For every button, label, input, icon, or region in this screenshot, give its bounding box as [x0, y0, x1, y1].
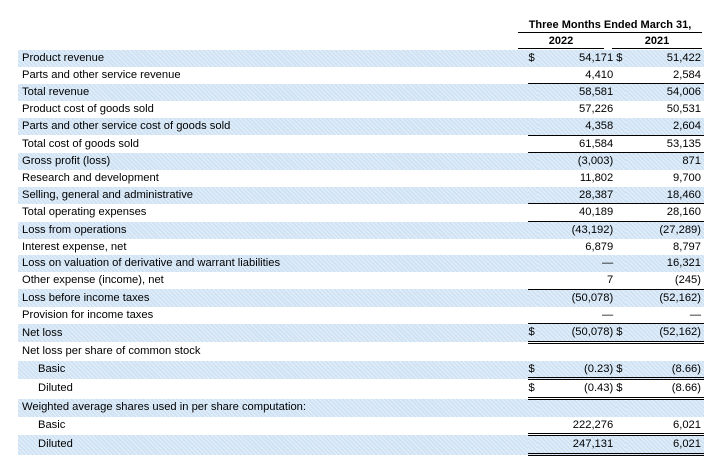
- row-label: Total revenue: [18, 84, 528, 101]
- currency-symbol: [616, 67, 626, 84]
- currency-symbol: $: [616, 361, 626, 379]
- row-label: Loss from operations: [18, 222, 528, 239]
- row-label: Net loss per share of common stock: [22, 345, 201, 358]
- period-header: Three Months Ended March 31,: [518, 19, 702, 33]
- value-2021: —: [626, 307, 704, 324]
- currency-symbol: [528, 101, 538, 118]
- table-row: [18, 67, 704, 84]
- value-2021: 18,460: [626, 187, 704, 204]
- value-2022: [538, 342, 616, 360]
- table-row: [18, 379, 704, 399]
- value-2021: 2,604: [626, 118, 704, 135]
- currency-symbol: [528, 342, 538, 360]
- value-2021: 6,021: [626, 417, 704, 435]
- table-row: [18, 153, 704, 170]
- currency-symbol: [528, 135, 538, 153]
- value-2021: 871: [626, 153, 704, 170]
- currency-symbol: $: [616, 379, 626, 399]
- value-2021: 51,422: [626, 50, 704, 67]
- currency-symbol: [528, 118, 538, 135]
- value-2021: (52,162): [626, 324, 704, 343]
- table-row: [18, 342, 704, 360]
- table-row: [18, 361, 704, 379]
- row-label: Provision for income taxes: [22, 308, 154, 321]
- currency-symbol: [616, 399, 626, 417]
- currency-symbol: [528, 84, 538, 101]
- value-2021: 28,160: [626, 204, 704, 222]
- row-label: Research and development: [22, 171, 159, 184]
- row-label: Product revenue: [18, 50, 528, 67]
- currency-symbol: [616, 307, 626, 324]
- value-2021: (27,289): [626, 222, 704, 239]
- row-label: Parts and other service cost of goods sold: [18, 118, 528, 135]
- table-row: [18, 222, 704, 239]
- value-2021: 9,700: [673, 171, 701, 184]
- table-row: [18, 118, 704, 135]
- value-2022: 28,387: [538, 187, 616, 204]
- value-2022: 222,276: [538, 417, 616, 435]
- value-2022: [538, 399, 616, 417]
- currency-symbol: [616, 342, 626, 360]
- value-2021: 53,135: [626, 135, 704, 153]
- row-label: Product cost of goods sold: [22, 103, 154, 116]
- currency-symbol: [616, 272, 626, 289]
- currency-symbol: [616, 204, 626, 222]
- value-2021: 50,531: [666, 103, 701, 116]
- currency-symbol: [616, 417, 626, 435]
- value-2021: (8.66): [626, 361, 704, 379]
- currency-symbol: [616, 101, 626, 118]
- value-2021: (245): [626, 272, 704, 289]
- currency-symbol: $: [528, 361, 538, 379]
- row-label: Net loss: [18, 324, 528, 343]
- value-2022: 11,802: [579, 171, 614, 184]
- value-2022: 7: [538, 272, 616, 289]
- currency-symbol: $: [616, 324, 626, 343]
- value-2022: 61,584: [538, 135, 616, 153]
- table-row: [18, 170, 704, 187]
- table-row: [18, 187, 704, 204]
- currency-symbol: $: [528, 379, 538, 399]
- currency-symbol: $: [528, 324, 538, 343]
- value-2021: (52,162): [626, 289, 704, 306]
- value-2022: (0.43): [538, 379, 616, 399]
- value-2022: (50,078): [538, 324, 616, 343]
- value-2021: 8,797: [673, 240, 701, 253]
- currency-symbol: [616, 170, 626, 187]
- currency-symbol: [528, 187, 538, 204]
- currency-symbol: $: [616, 50, 626, 67]
- currency-symbol: [528, 170, 538, 187]
- table-row: [18, 135, 704, 153]
- table-row: [18, 399, 704, 417]
- currency-symbol: [528, 272, 538, 289]
- year-header-2022: 2022: [518, 35, 604, 49]
- table-row: [18, 289, 704, 306]
- currency-symbol: [616, 222, 626, 239]
- value-2022: —: [538, 307, 616, 324]
- row-label: Diluted: [38, 382, 73, 395]
- currency-symbol: [616, 135, 626, 153]
- table-row: [18, 84, 704, 101]
- value-2022: —: [538, 255, 616, 272]
- currency-symbol: [616, 435, 626, 455]
- value-2022: 40,189: [538, 204, 616, 222]
- currency-symbol: [616, 187, 626, 204]
- row-label: Total operating expenses: [22, 206, 147, 219]
- row-label: Weighted average shares used in per share computation:: [18, 399, 528, 417]
- currency-symbol: [616, 118, 626, 135]
- row-label: Total cost of goods sold: [22, 137, 139, 150]
- table-row: [18, 50, 704, 67]
- table-row: [18, 255, 704, 272]
- row-label: Loss on valuation of derivative and warrant liabilities: [18, 255, 528, 272]
- table-row: [18, 324, 704, 343]
- value-2022: (43,192): [538, 222, 616, 239]
- row-label: Other expense (income), net: [22, 274, 164, 287]
- table-row: [18, 204, 704, 222]
- row-label: Diluted: [18, 435, 528, 455]
- value-2021: [626, 342, 704, 360]
- currency-symbol: [528, 307, 538, 324]
- currency-symbol: [528, 239, 538, 256]
- value-2022: 54,171: [538, 50, 616, 67]
- value-2021: 6,021: [626, 435, 704, 455]
- value-2022: 4,358: [538, 118, 616, 135]
- row-label: Parts and other service revenue: [22, 68, 181, 81]
- currency-symbol: [616, 239, 626, 256]
- table-row: [18, 239, 704, 256]
- value-2021: [626, 399, 704, 417]
- row-label: Basic: [18, 361, 528, 379]
- currency-symbol: [616, 255, 626, 272]
- value-2022: 4,410: [538, 67, 616, 84]
- row-label: Interest expense, net: [22, 240, 127, 253]
- value-2021: 2,584: [626, 67, 704, 84]
- value-2022: (0.23): [538, 361, 616, 379]
- value-2021: 16,321: [626, 255, 704, 272]
- currency-symbol: [528, 204, 538, 222]
- currency-symbol: [528, 67, 538, 84]
- year-header-2021: 2021: [612, 35, 702, 49]
- currency-symbol: [528, 255, 538, 272]
- value-2022: 57,226: [579, 103, 614, 116]
- value-2021: (8.66): [626, 379, 704, 399]
- value-2022: (3,003): [538, 153, 616, 170]
- value-2022: (50,078): [538, 289, 616, 306]
- currency-symbol: [616, 289, 626, 306]
- currency-symbol: [528, 417, 538, 435]
- row-label: Selling, general and administrative: [18, 187, 528, 204]
- currency-symbol: [528, 222, 538, 239]
- row-label: Gross profit (loss): [18, 153, 528, 170]
- row-label: Basic: [38, 419, 66, 432]
- table-row: [18, 435, 704, 455]
- currency-symbol: [528, 289, 538, 306]
- value-2021: 54,006: [626, 84, 704, 101]
- currency-symbol: [528, 153, 538, 170]
- table-row: [18, 272, 704, 289]
- table-row: [18, 101, 704, 118]
- currency-symbol: [616, 84, 626, 101]
- statement-table: [18, 50, 704, 456]
- currency-symbol: $: [528, 50, 538, 67]
- value-2022: 247,131: [538, 435, 616, 455]
- currency-symbol: [616, 153, 626, 170]
- currency-symbol: [528, 399, 538, 417]
- currency-symbol: [528, 435, 538, 455]
- value-2022: 58,581: [538, 84, 616, 101]
- table-row: [18, 417, 704, 435]
- table-row: [18, 307, 704, 324]
- row-label: Loss before income taxes: [18, 289, 528, 306]
- value-2022: 6,879: [585, 240, 614, 253]
